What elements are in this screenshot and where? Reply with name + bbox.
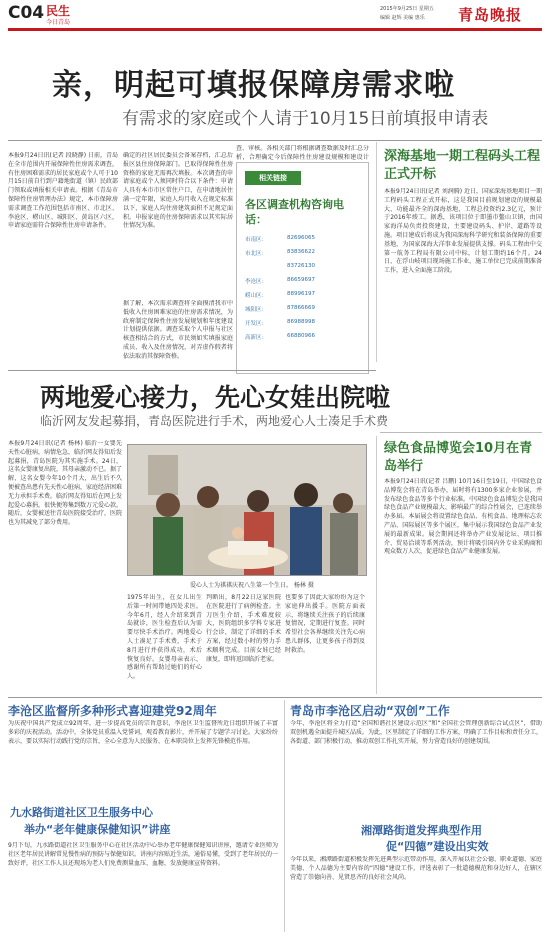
- column-divider: [284, 700, 285, 932]
- bottom-headline-2a: 九水路街道社区卫生服务中心: [10, 806, 153, 819]
- phone-label: 市北区：: [245, 251, 268, 257]
- phone-number: 88996197: [287, 291, 315, 297]
- phone-label: 李沧区：: [245, 279, 268, 285]
- right-headline-2: 绿色食品博览会10月在青岛举行: [384, 441, 533, 474]
- phone-label: 高新区：: [245, 335, 268, 341]
- column-divider: [376, 436, 377, 694]
- bottom-headline-4b: 促“四德”建设出实效: [386, 840, 489, 853]
- bottom-headline-2b: 举办“老年健康保健知识”讲座: [24, 823, 171, 836]
- phone-number: 86659697: [287, 277, 315, 283]
- phone-label: 开发区：: [245, 321, 268, 327]
- phone-number: 66880966: [287, 333, 315, 339]
- news-photo: [127, 444, 367, 576]
- section2-subheadline: 临沂网友发起募捐，青岛医院进行手术，两地爱心人士凑足手术费: [40, 414, 389, 428]
- phone-number: 82696065: [287, 235, 315, 241]
- main-subheadline: 有需求的家庭或个人请于10月15日前填报申请表: [122, 109, 489, 129]
- divider: [8, 370, 376, 371]
- right-article-1: 本报9月24日讯(记者 刘润腾) 近日，国家深海基地项目一期工程码头工程正式开标，这是我国目前规划建设的规模最大、功能最齐全的深海基地，工程总投资约2.3亿元，预计于2016年竣工。据悉，该项目位于即墨市鳌山卫镇，由国家海洋局负责投资建设，主要建设码头、护岸、道路等设施。项目建成后将成为我国深海科学研究和装备保障的重要基地，为国家深海大洋事业发展提供支撑。码头工程由中交第一航务工程局有限公司中标，计划工期约16个月。24日，在浮山岐项目现场施工作业，施工单位已完成前期准备工作，进入全面施工阶段。: [384, 188, 542, 275]
- phone-number: 83726130: [287, 263, 315, 269]
- bottom-article-2: 9月下旬，九水路街道社区卫生服务中心在社区活动中心举办老年健康保健知识讲座，邀请专业医师为社区老年居民讲解常见慢性病的预防与保健知识。讲座内容贴近生活，通俗易懂，受到了老年居民的一致好评，社区工作人员还现场为老人们免费测量血压、血糖，发放健康宣传资料。: [8, 842, 278, 867]
- phone-label: 市南区：: [245, 237, 268, 243]
- newspaper-logo: 青岛晚报: [458, 6, 523, 24]
- section2-col4: 也要多了因此大家纷纷为这个家庭伸出援手。医院方面表示，将继续关注孩子的后续康复情况，定期进行复查。同时希望社会各界继续关注先心病患儿群体，让更多孩子得到及时救治。: [285, 594, 365, 654]
- section2-headline: 两地爱心接力，先心女娃出院啦: [40, 383, 391, 412]
- phone-number: 87866669: [287, 305, 315, 311]
- bottom-article-3: 今年，李沧区将全力打造“全国和谐社区建设示范区”和“全国社会管理创新综合试点区”，借助双创机遇全面提升城区品质。为此，区里制定了详细的工作方案，明确了工作目标和责任分工，各街道、部门积极行动，推动双创工作扎实开展，努力营造良好的创建氛围。: [290, 720, 542, 745]
- phone-label: 城阳区：: [245, 307, 268, 313]
- phone-number: 83836622: [287, 249, 315, 255]
- bottom-headline-4a: 湘潭路街道发挥典型作用: [361, 824, 482, 837]
- phone-label: 崂山区：: [245, 293, 268, 299]
- section-subtitle: 今日青岛: [46, 19, 71, 26]
- section2-col3: 判断出，8月22日这家医院在医院进行了病例检查。主刀医生介绍，手术难度较大，医院组织多学科专家进行会诊，制定了详细的手术方案，经过数小时的努力手术顺利完成。目前女娃已经康复，即将返回临沂老家。: [206, 594, 281, 663]
- divider: [8, 140, 542, 141]
- bottom-article-4: 今年以来，湘潭路街道积极发挥先进典型示范带动作用，深入开展以社会公德、职业道德、家庭美德、个人品德为主要内容的“四德”建设工作，评选表彰了一批道德模范和身边好人，在辖区营造了崇德向善、见贤思齐的良好社会风尚。: [290, 856, 542, 881]
- bottom-article-1: 为庆祝中国共产党成立92周年，进一步提高党员的宗旨意识，李沧区卫生监督所近日组织开展了丰富多彩的庆祝活动。活动中，全体党员重温入党誓词，观看教育影片，并开展了专题学习讨论。大家纷纷表示，要以实际行动践行党的宗旨，全心全意为人民服务，在本职岗位上发挥先锋模范作用。: [8, 720, 278, 745]
- right-headline-1: 深海基地一期工程码头工程正式开标: [384, 149, 541, 182]
- main-article-col1: 本报9月24日讯(记者 段晓静) 日前，青岛在全市范围内开展保障性住房需求调查，有住房困难需求的居民家庭或个人可于10月15日前自行到户籍地街道（镇）民政部门领取或填报相关申请表。根据《青岛市保障性住房管理办法》规定，本市保障房需求调查工作范围包括市南区、市北区、李沧区、崂山区、城阳区、黄岛区六区，申请家庭需符合保障性住房申请条件。: [8, 152, 118, 230]
- related-link-box: [236, 162, 369, 374]
- editor-line: 编辑 赵辉 美编 惠乐: [380, 15, 425, 21]
- issue-date: 2015年9月25日 星期五: [380, 6, 434, 12]
- photo-illustration: [128, 445, 367, 576]
- header-rule: [8, 28, 542, 31]
- main-article-col4: 据了解，本次需求调查将全面摸清我市中低收入住房困难家庭的住房需求情况，为政府制定保障性住房发展规划和年度建设计划提供依据。调查采取个人申报与社区核查相结合的方式，市民须如实填报家庭成员、收入及住房情况，对弄虚作假者将依法取消其保障资格。: [123, 300, 233, 360]
- page-number: C04: [8, 3, 45, 23]
- section2-col1: 本报9月24日讯(记者 杨林) 临沂一女婴先天性心脏病，病情危急，临沂网友得知后发起募捐，青岛医院为其实施手术。24日，这名女婴康复出院，其母亲激动不已。据了解，这名女婴今年10个月大，出生后不久便被查出患有先天性心脏病，家庭经济困难无力承担手术费。临沂网友得知后在网上发起爱心募捐，很快便筹集到数万元爱心款。随后，女婴被送往青岛医院接受治疗，医院也为其减免了部分费用。: [8, 440, 122, 527]
- divider: [8, 697, 542, 698]
- main-headline: 亲，明起可填报保障房需求啦: [52, 68, 455, 103]
- bottom-headline-1: 李沧区监督所多种形式喜迎建党92周年: [8, 704, 217, 718]
- main-article-col2: 确定的社区居民委员会备案存档，汇总后报区县住房保障部门。已取得保障性住房资格的家庭无需再次填报。本次调查的申请家庭或个人须同时符合以下条件：申请人具有本市市区常住户口，在申请地居住满一定年限，家庭人均月收入在规定标准以下，家庭人均住房建筑面积不足规定面积。申报家庭的住房保障需求以其实际居住情况为准。: [123, 152, 233, 230]
- main-article-col3-visible: 查、审核。各相关部门将根据调查数据及时汇总分析，合理确定今后保障性住房建设规模和建设计: [236, 145, 369, 161]
- divider: [380, 432, 542, 433]
- phone-number: 86988998: [287, 319, 315, 325]
- photo-caption: 爱心人士为祺祺庆祝八生第一个生日。 杨林 摄: [190, 582, 314, 589]
- related-link-title: 各区调查机构咨询电话：: [245, 198, 344, 226]
- related-link-banner: 相关链接: [245, 171, 301, 185]
- section-title: 民生: [46, 4, 71, 18]
- section2-col2: 1975年出生，在女儿出生后第一时间带她四处求医。今年6月，经人介绍来到青岛就诊，医生检查后认为需要尽快手术治疗。两地爱心人士凑足了手术费，手术于8月进行并获得成功，术后恢复良好。女婴母亲表示，感谢所有帮助过她们的好心人。: [127, 594, 202, 681]
- column-divider: [376, 142, 377, 362]
- right-article-2: 本报9月24日讯(记者 吕鹏) 10月16日至19日，中国绿色食品博览会将在青岛举办，届时将有1300多家企业参展，并发布绿色食品等多个行业标准。中国绿色食品博览会是我国绿色食品产业规模最大、影响最广的综合性展会，已连续举办多届。本届展会将设置绿色食品、有机食品、地理标志农产品、国际展区等多个展区，集中展示我国绿色食品产业发展的最新成果。展会期间还将举办产业发展论坛、项目推介、贸易洽谈等系列活动，预计将吸引国内外专业采购商和观众数万人次，促进绿色食品产业健康发展。: [384, 478, 542, 556]
- bottom-headline-3: 青岛市李沧区启动“双创”工作: [290, 704, 450, 718]
